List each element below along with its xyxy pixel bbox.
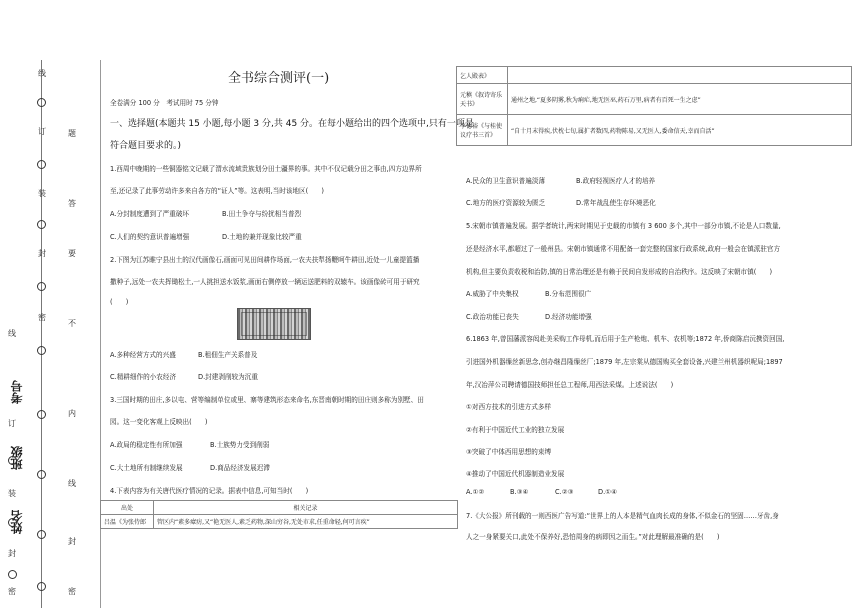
binding-hole — [37, 220, 46, 229]
question-3-option-a[interactable]: A.政局的稳定性有所加强 — [110, 441, 183, 449]
field-label-class: 班级 — [10, 446, 24, 470]
binding-hole — [37, 160, 46, 169]
table-cell-source: 乞人殿表》 — [457, 67, 508, 84]
strip-char: 线 — [68, 479, 76, 488]
strip-char: 封 — [68, 537, 76, 546]
question-6-line3: 年,汉冶萍公司聘请德国技师担任总工程师,用西法采煤。上述说法( ) — [466, 381, 674, 389]
exam-meta: 全卷满分 100 分 考试用时 75 分钟 — [110, 99, 219, 107]
table-header-row — [101, 501, 458, 515]
question-3-option-d[interactable]: D.商品经济发展迟滞 — [210, 464, 270, 472]
binding-hole — [8, 518, 17, 527]
binding-hole — [37, 530, 46, 539]
question-4-option-d[interactable]: D.常年战乱使生存环境恶化 — [576, 199, 656, 207]
question-2-option-d[interactable]: D.封建剥削较为沉重 — [198, 373, 258, 381]
question-5-option-d[interactable]: D.经济功能增强 — [545, 313, 592, 321]
question-5-line3: 机构,但主要负责收税和治防,镇的日常治理还是有赖于民间自发形成的自治秩序。这反映了宋朝市镇( ) — [466, 268, 773, 276]
question-4-line1: 4.下表内容为有关唐代医疗情况的记录。据表中信息,可知当时( ) — [110, 487, 309, 495]
binding-column-outer — [37, 70, 47, 600]
strip-char: 线 — [38, 69, 46, 78]
binding-hole — [8, 570, 17, 579]
strip-char: 不 — [68, 319, 76, 328]
strip-char: 线 — [8, 329, 16, 338]
table-cell-source-text: 元稹《叙诗寄乐天书》 — [460, 92, 503, 108]
question-5-option-a[interactable]: A.威胁了中央集权 — [466, 290, 519, 298]
question-6-option-c[interactable]: C.②③ — [555, 488, 574, 496]
question-1-option-c[interactable]: C.人们的契约意识普遍增强 — [110, 233, 190, 241]
table-cell-record: “自十月末得疾,伏枕七旬,属扩者数四,药物陈易,又无医人,委命信天,幸而自活” — [508, 115, 852, 146]
binding-column-warning — [68, 130, 78, 600]
binding-hole — [37, 346, 46, 355]
section-heading-line2: 符合题目要求的。) — [110, 141, 182, 151]
question-5-option-c[interactable]: C.政治功能已丧失 — [466, 313, 519, 321]
binding-column-far-left — [8, 329, 18, 600]
binding-hole — [37, 98, 46, 107]
table-row — [457, 67, 852, 84]
strip-char: 装 — [8, 489, 16, 498]
strip-char: 答 — [68, 199, 76, 208]
strip-char: 订 — [8, 419, 16, 428]
table-cell-source — [457, 115, 508, 146]
question-2-option-a[interactable]: A.多种经营方式的兴盛 — [110, 351, 176, 359]
question-3-line1: 3.三国时期的田庄,多以屯、营等编制单位或里、寨等建筑形态来命名,东晋南朝时期的田庄则多称为别墅、田 — [110, 396, 424, 404]
binding-hole — [37, 410, 46, 419]
table-header-source: 出处 — [101, 501, 154, 515]
table-cell-source — [457, 84, 508, 115]
question-2-option-b[interactable]: B.租佃生产关系普及 — [198, 351, 258, 359]
field-label-name: 姓名 — [10, 510, 24, 534]
binding-hole — [37, 282, 46, 291]
question-1-option-d[interactable]: D.土地的兼并现象比较严重 — [222, 233, 302, 241]
medical-records-table-continued — [456, 66, 852, 146]
table-cell-source: 吕温《为张侍郎 — [101, 515, 154, 529]
strip-char: 密 — [8, 587, 16, 596]
question-6-option-a[interactable]: A.①② — [466, 488, 485, 496]
question-2-line2: 撒种子,远处一农夫挥锄松土,一人挑担送水饭浆,画面右侧停放一辆运送肥料的双辕车。该画像砖可用于研究 — [110, 278, 420, 286]
question-6-statement-2: ②有利于中国近代工业的独立发展 — [466, 426, 565, 434]
question-4-option-a[interactable]: A.民众的卫生意识普遍淡薄 — [466, 177, 546, 185]
question-3-line2: 园。这一变化客观上反映出( ) — [110, 418, 208, 426]
question-5-option-b[interactable]: B.分布范围很广 — [545, 290, 592, 298]
question-7-line2: 人之一身紧要关口,此处不保养好,恐怕周身的病即因之而生。”对此理解最准确的是( ) — [466, 533, 720, 541]
table-cell-record: 通州之地,“夏多阴雾,秋为痢疟,地无医巫,药石万里,病者有百死一生之虑” — [508, 84, 852, 115]
page-title: 全书综合测评(一) — [228, 71, 330, 86]
question-2-option-c[interactable]: C.精耕细作的小农经济 — [110, 373, 177, 381]
question-5-line1: 5.宋朝市镇普遍发展。据学者统计,两宋时期见于史载的市镇有 3 600 多个,其中一部分市镇,不论是人口数量, — [466, 222, 781, 230]
strip-char: 密 — [68, 587, 76, 596]
question-7-line1: 7.《大公报》所刊载的一则西医广告写道:“世界上的人本是精气血肉长成的身体,不似金石的坚固……牙齿,身 — [466, 512, 779, 520]
table-row — [457, 115, 852, 146]
strip-char: 内 — [68, 409, 76, 418]
table-header-record: 相关记录 — [154, 501, 458, 515]
question-1-line1: 1.西周中晚期的一些铜器铭文记载了渭水流域贵族划分田土疆界的事。其中不仅记载分田之事由,四方边界所 — [110, 165, 422, 173]
table-row — [101, 515, 458, 529]
question-6-statement-3: ③突破了中体西用思想的束缚 — [466, 448, 552, 456]
han-stone-relief-image — [237, 308, 311, 340]
strip-char: 封 — [8, 549, 16, 558]
question-6-option-d[interactable]: D.①④ — [598, 488, 617, 496]
strip-char: 封 — [38, 249, 46, 258]
question-2-line1: 2.下图为江苏睢宁县出土的汉代画像石,画面可见田间耕作场面,一农夫扶犁扬鞭呵牛耕田,近处一儿童提篮播 — [110, 256, 420, 264]
medical-records-table — [100, 500, 458, 529]
question-6-statement-4: ④推动了中国近代机器制造业发展 — [466, 470, 565, 478]
table-cell-record: 管区内“素多瘴疠,又“艳无医人,素乏药物,深山穷谷,无处市求,任重命轻,何可言疾” — [154, 515, 458, 529]
strip-char: 密 — [38, 313, 46, 322]
binding-hole — [37, 470, 46, 479]
question-3-option-b[interactable]: B.士族势力受到削弱 — [210, 441, 270, 449]
question-6-statement-1: ①对西方技术的引进方式多样 — [466, 403, 552, 411]
table-cell-record — [508, 67, 852, 84]
question-2-line3: ( ) — [110, 298, 129, 306]
section-heading-line1: 一、选择题(本题共 15 小题,每小题 3 分,共 45 分。在每小题给出的四个选项中,只有一项是 — [110, 119, 474, 129]
strip-char: 题 — [68, 129, 76, 138]
question-5-line2: 还是经济水平,都超过了一般州县。宋朝市镇通常不用配备一套完整的国家行政系统,政府一般会在镇派驻官方 — [466, 245, 781, 253]
strip-char: 要 — [68, 249, 76, 258]
question-6-line1: 6.1863 年,曾国藩派容闳赴美采购工作母机,而后用于生产枪炮、机车、农机等;1872 年,侨商陈启沅携资回国, — [466, 335, 785, 343]
table-row — [457, 84, 852, 115]
strip-char: 订 — [38, 127, 46, 136]
question-1-line2: 至,还记录了此事劳动许多来自各方的“证人”等。这表明,当时该地区( ) — [110, 187, 324, 195]
binding-hole — [8, 456, 17, 465]
question-1-option-a[interactable]: A.分封制度遭到了严重破坏 — [110, 210, 190, 218]
question-4-option-b[interactable]: B.政府轻视医疗人才的培养 — [576, 177, 656, 185]
strip-char: 装 — [38, 189, 46, 198]
field-label-exam-number: 考号 — [10, 380, 24, 404]
table-cell-source-text: 李德裕《与桂使议疗书三首》 — [460, 123, 503, 139]
question-6-line2: 引进国外机器缫丝新思念,创办继昌隆缫丝厂;1879 年,左宗棠从德国购买全套设备,兴建兰州机器织呢局;1897 — [466, 358, 783, 366]
question-6-option-b[interactable]: B.③④ — [510, 488, 529, 496]
question-3-option-c[interactable]: C.大土地所有制继续发展 — [110, 464, 183, 472]
binding-hole — [37, 582, 46, 591]
question-4-option-c[interactable]: C.地方的医疗资源较为匮乏 — [466, 199, 546, 207]
question-1-option-b[interactable]: B.田土争夺与纷扰相当普烈 — [222, 210, 302, 218]
